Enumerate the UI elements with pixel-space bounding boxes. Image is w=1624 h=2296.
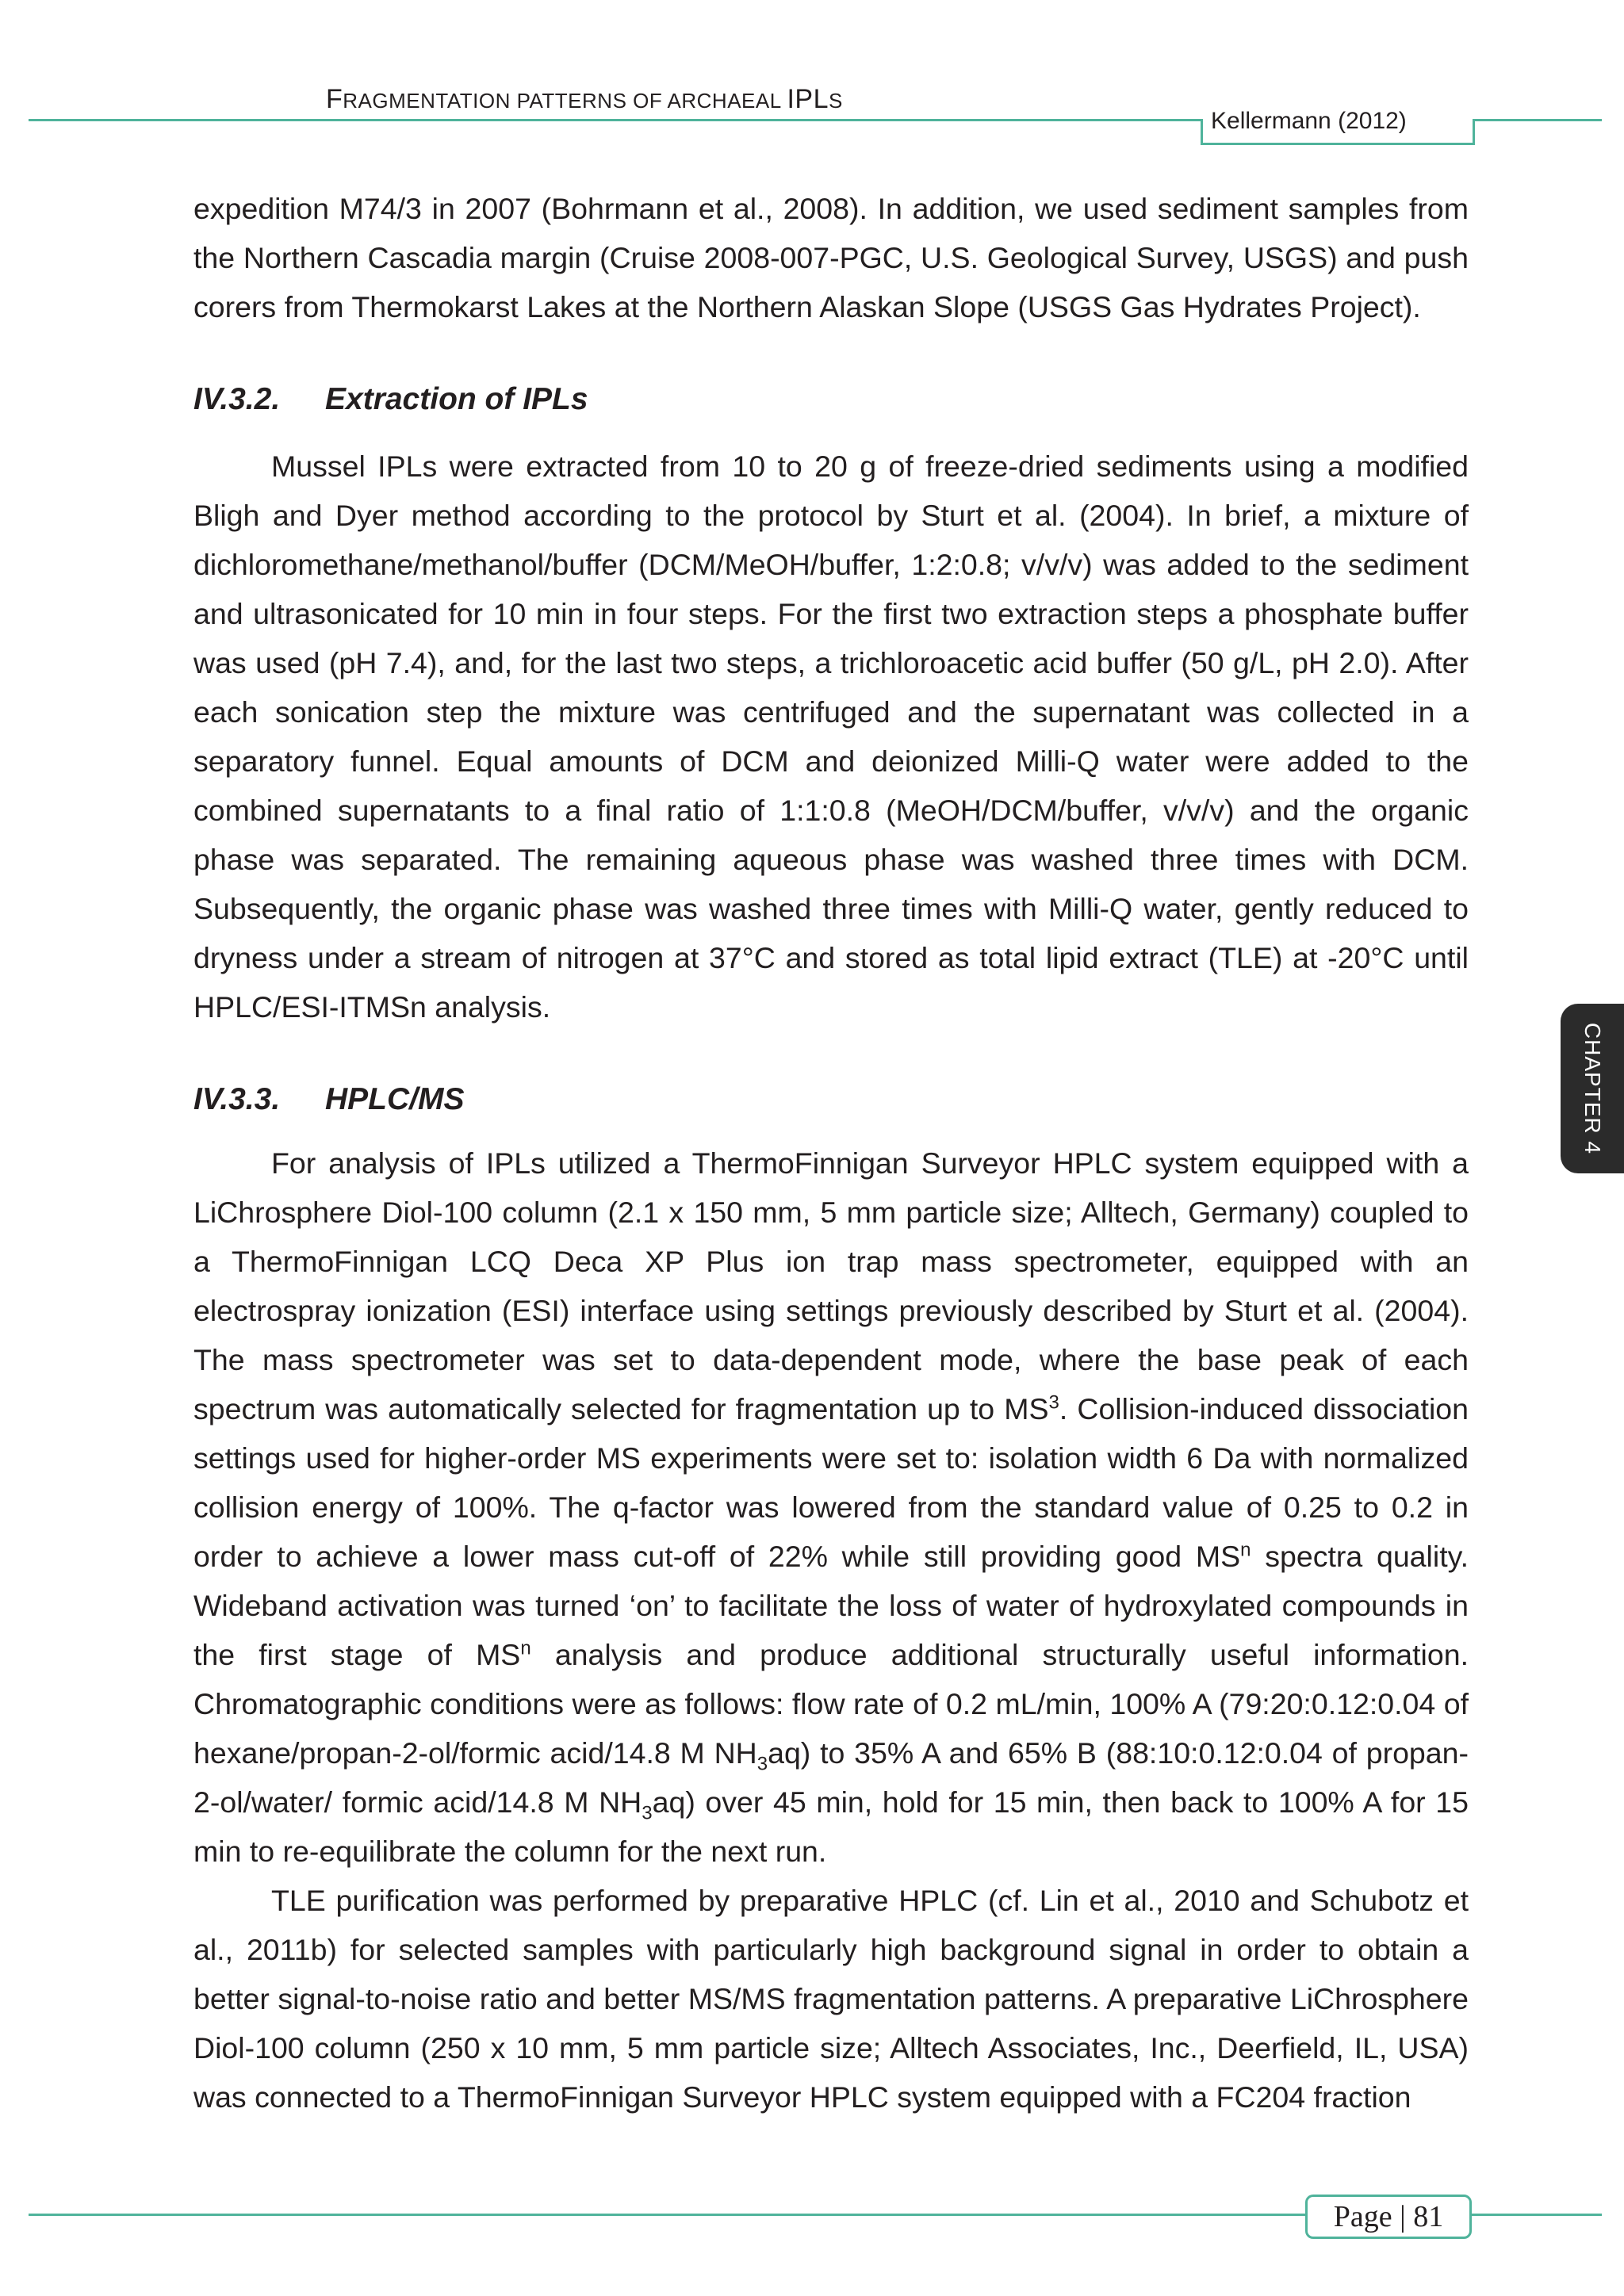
chapter-tab-label: CHAPTER 4 [1580, 1022, 1605, 1155]
text-run: spectra quality. Wideband activation was turned ‘on’ to facilitate the loss of water of hydroxylated compounds in the first stage of MS [193, 1540, 1469, 1671]
text-run: aq) over 45 min, hold for 15 min, then back to 100% A for 15 min to re-equilibrate the column for the next run. [193, 1785, 1469, 1868]
superscript: 3 [1048, 1391, 1059, 1414]
body-text [193, 184, 1469, 2122]
running-author: Kellermann (2012) [1211, 108, 1407, 134]
section-number: IV.3.3. [193, 1082, 281, 1116]
header-author-bracket-left [1201, 119, 1203, 143]
section-heading-hplc-ms [193, 1075, 1469, 1124]
header-rule-left [29, 119, 1201, 121]
running-title-part: IPL [787, 84, 829, 114]
superscript: n [1240, 1539, 1251, 1561]
paragraph-extraction: Mussel IPLs were extracted from 10 to 20 g of freeze-dried sediments using a modified Bligh and Dyer method according to the protocol by Sturt et al. (2004). In brief, a mixture of dichloromethane/methanol/buffer (DCM/MeOH/buffer, 1:2:0.8; v/v/v) was added to the sediment and ultrasonicated for 10 min in four steps. For the first two extraction steps a phosphate buffer was used (pH 7.4), and, for the last two steps, a trichloroacetic acid buffer (50 g/L, pH 2.0). After each sonication step the mixture was centrifuged and the supernatant was collected in a separatory funnel. Equal amounts of DCM and deionized Milli-Q water were added to the combined supernatants to a final ratio of 1:1:0.8 (MeOH/DCM/buffer, v/v/v) and the organic phase was separated. The remaining aqueous phase was washed three times with DCM. Subsequently, the organic phase was washed three times with Milli-Q water, gently reduced to dryness under a stream of nitrogen at 37°C and stored as total lipid extract (TLE) at -20°C until HPLC/ESI-ITMSn analysis. [193, 450, 1469, 1024]
header-rule-right [1475, 119, 1602, 121]
text-run: . Collision-induced dissociation settings used for higher-order MS experiments were set to: isolation width 6 Da with normalized collision energy of 100%. The q-factor was lowered from the standard value of 0.25 to 0.2 in order to achieve a lower mass cut-off of 22% while still providing good MS [193, 1392, 1469, 1573]
subscript: 3 [756, 1753, 768, 1775]
footer-rule-left [29, 2214, 1307, 2216]
text-run: aq) to 35% A and 65% B (88:10:0.12:0.04 of propan-2-ol/water/ formic acid/14.8 M NH [193, 1736, 1469, 1819]
subscript: 3 [642, 1802, 653, 1824]
running-title-part: RAGMENTATION PATTERNS OF ARCHAEAL [343, 89, 787, 113]
header-author-bracket-right [1473, 119, 1475, 143]
header-author-underline [1201, 143, 1475, 145]
running-title [326, 84, 843, 115]
page-number: Page | 81 [1305, 2195, 1472, 2239]
running-title-part: S [829, 89, 843, 113]
paragraph-hplc-ms [193, 1138, 1469, 1876]
paragraph-intro: expedition M74/3 in 2007 (Bohrmann et al., 2008). In addition, we used sediment samples from the Northern Cascadia margin (Cruise 2008-007-PGC, U.S. Geological Survey, USGS) and push corers from Thermokarst Lakes at the Northern Alaskan Slope (USGS Gas Hydrates Project). [193, 192, 1469, 323]
text-run: analysis and produce additional structurally useful information. Chromatographic conditions were as follows: flow rate of 0.2 mL/min, 100% A (79:20:0.12:0.04 of hexane/propan-2-ol/formic acid/14.8 M NH [193, 1638, 1469, 1770]
footer-rule-right [1469, 2214, 1602, 2216]
paragraph-tle-purification: TLE purification was performed by preparative HPLC (cf. Lin et al., 2010 and Schubotz et al., 2011b) for selected samples with particularly high background signal in order to obtain a better signal-to-noise ratio and better MS/MS fragmentation patterns. A preparative LiChrosphere Diol-100 column (250 x 10 mm, 5 mm particle size; Alltech Associates, Inc., Deerfield, IL, USA) was connected to a ThermoFinnigan Surveyor HPLC system equipped with a FC204 fraction [193, 1884, 1469, 2114]
section-heading-extraction [193, 375, 1469, 424]
superscript: n [520, 1637, 531, 1659]
section-title: Extraction of IPLs [325, 382, 588, 416]
section-title: HPLC/MS [325, 1082, 465, 1116]
running-title-part: F [326, 84, 343, 114]
section-number: IV.3.2. [193, 382, 281, 416]
text-run: For analysis of IPLs utilized a ThermoFinnigan Surveyor HPLC system equipped with a LiChrosphere Diol-100 column (2.1 x 150 mm, 5 mm particle size; Alltech, Germany) coupled to a ThermoFinnigan LCQ Deca XP Plus ion trap mass spectrometer, equipped with an electrospray ionization (ESI) interface using settings previously described by Sturt et al. (2004). The mass spectrometer was set to data-dependent mode, where the base peak of each spectrum was automatically selected for fragmentation up to MS [193, 1146, 1469, 1425]
chapter-tab[interactable] [1561, 1004, 1624, 1173]
